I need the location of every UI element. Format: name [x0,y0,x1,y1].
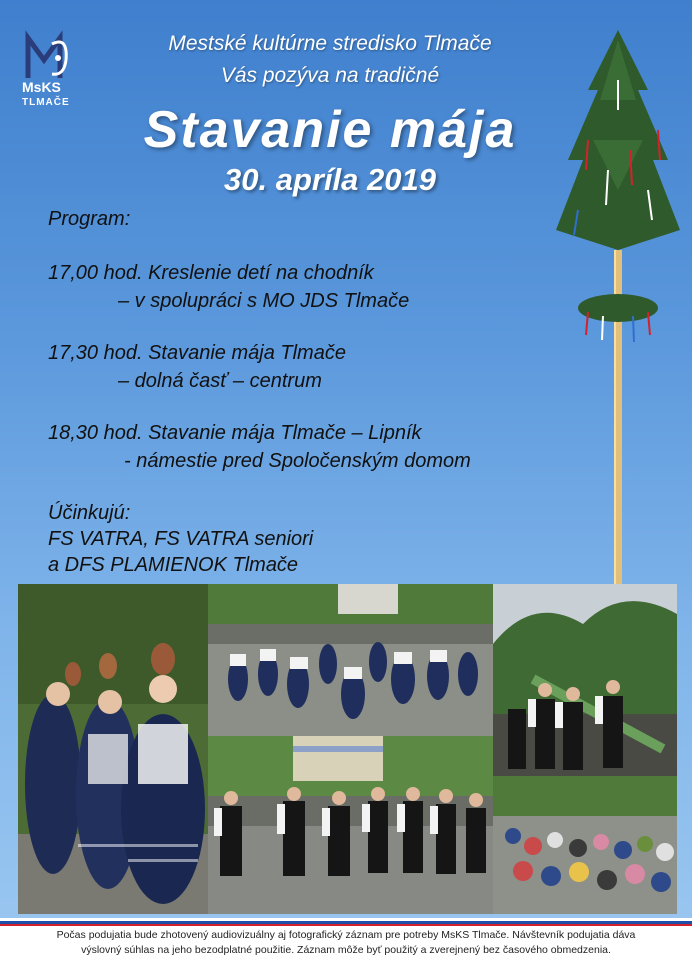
organizer-line: Mestské kultúrne stredisko Tlmače [168,32,492,55]
event-title: Stavanie mája [143,101,517,159]
photo-audience [493,776,677,914]
performers-heading: Účinkujú: [48,502,131,524]
photo-children-circle-dance [208,584,493,736]
logo-town: TLMAČE [22,97,70,108]
program-item-3-line2: - námestie pred Spoločenským domom [124,450,471,472]
program-item-2-line1: 17,30 hod. Stavanie mája Tlmače [48,342,346,364]
performers-line1: FS VATRA, FS VATRA seniori [48,528,314,550]
tricolor-stripe [0,918,692,926]
program-item-3-line1: 18,30 hod. Stavanie mája Tlmače – Lipník [48,422,422,444]
footer-line2: výslovný súhlas na jeho bezodplatné použitie. Záznam môže byť použitý a zverejnený bez časového obmedzenia. [81,944,611,956]
program-item-2-line2: – dolná časť – centrum [118,370,322,392]
invitation-line: Vás pozýva na tradičné [220,64,440,87]
maypole-icon [548,20,688,590]
photo-raising-maypole [493,584,677,776]
program-heading: Program: [48,208,131,230]
program-item-1-line1: 17,00 hod. Kreslenie detí na chodník [48,262,374,284]
footer-notice [0,926,692,960]
photo-dancers-jugs [18,584,208,914]
performers-line2: a DFS PLAMIENOK Tlmače [48,554,299,576]
footer-line1: Počas podujatia bude zhotovený audiovizuálny aj fotografický záznam pre potreby MsKS Tlmače. Návštevník podujatia dáva [56,929,636,941]
program-item-1-line2: – v spolupráci s MO JDS Tlmače [118,290,410,312]
logo-name: MsKS [22,79,61,95]
event-date: 30. apríla 2019 [224,162,436,197]
photo-men-dancing [208,736,493,914]
